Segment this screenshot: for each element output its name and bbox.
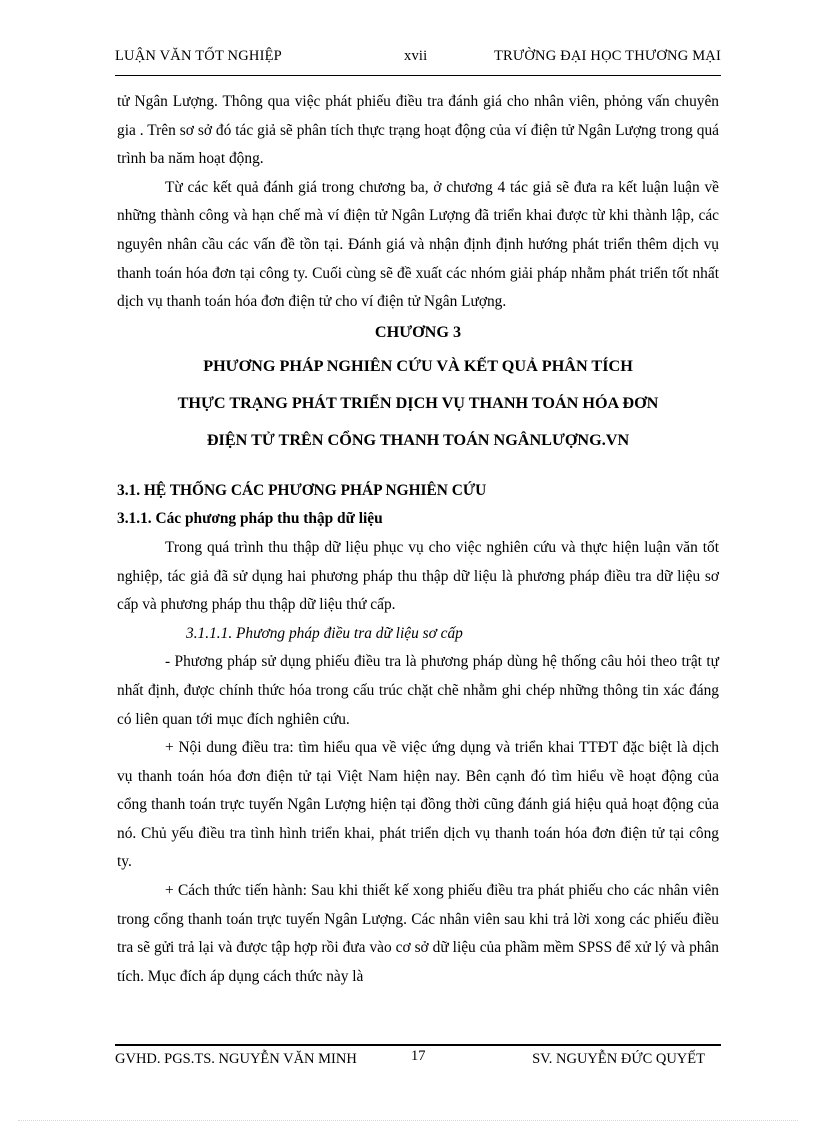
footer-page-number: 17 [411,1048,426,1064]
header-roman-page: xvii [404,48,428,64]
section-heading-3-1: 3.1. HỆ THỐNG CÁC PHƯƠNG PHÁP NGHIÊN CỨU [117,481,487,499]
paragraph-survey-method: - Phương pháp sử dụng phiếu điều tra là phương pháp dùng hệ thống câu hỏi theo trật tự nhất định, được chính thức hóa trong cấu trúc chặt chẽ nhằm ghi chép những thông tin xác đáng có liên quan tới mục đích nghiên cứu. [117,653,719,728]
page-footer [115,1048,721,1070]
footer-supervisor: GVHD. PGS.TS. NGUYỄN VĂN MINH [115,1051,357,1067]
header-university: TRƯỜNG ĐẠI HỌC THƯƠNG MẠI [493,48,721,64]
page-header [115,48,721,70]
chapter-title-line-3: ĐIỆN TỬ TRÊN CỔNG THANH TOÁN NGÂNLƯỢNG.VN [206,430,630,449]
paragraph-data-collection: Trong quá trình thu thập dữ liệu phục vụ cho việc nghiên cứu và thực hiện luận văn tốt nghiệp, tác giả đã sử dụng hai phương pháp thu thập dữ liệu là phương pháp điều tra dữ liệu sơ cấp và phương pháp thu thập dữ liệu thứ cấp. [117,538,719,614]
header-rule [115,75,721,76]
page-body [117,88,719,991]
paragraph-survey-procedure: + Cách thức tiến hành: Sau khi thiết kế xong phiếu điều tra phát phiếu cho các nhân viên trong cổng thanh toán trực tuyến Ngân Lượng. Các nhân viên sau khi trả lời xong các phiếu điều tra sẽ gửi trả lại và được tập hợp rồi đưa vào cơ sở dữ liệu của phầm mềm SPSS để xử lý và phân tích. Mục đích áp dụng cách thức này là [117,882,719,985]
chapter-title-line-1: PHƯƠNG PHÁP NGHIÊN CỨU VÀ KẾT QUẢ PHÂN TÍCH [203,356,633,375]
section-heading-3-1-1: 3.1.1. Các phương pháp thu thập dữ liệu [117,510,383,528]
section-heading-3-1-1-1: 3.1.1.1. Phương pháp điều tra dữ liệu sơ cấp [186,624,463,642]
paragraph-survey-content: + Nội dung điều tra: tìm hiểu qua về việc ứng dụng và triển khai TTĐT đặc biệt là dịch vụ thanh toán hóa đơn điện tử tại Việt Nam hiện nay. Bên cạnh đó tìm hiểu về hoạt động của cổng thanh toán trực tuyến Ngân Lượng hiện tại đồng thời cũng đánh giá hiệu quả hoạt động của nó. Chủ yếu điều tra tình hình triển khai, phát triển dịch vụ thanh toán hóa đơn điện tử tại công ty. [117,739,719,871]
footer-rule [115,1044,721,1046]
footer-student: SV. NGUYỄN ĐỨC QUYẾT [532,1051,705,1067]
page-edge-divider [18,1120,798,1121]
header-thesis-title: LUẬN VĂN TỐT NGHIỆP [115,48,282,64]
chapter-title-line-2: THỰC TRẠNG PHÁT TRIỂN DỊCH VỤ THANH TOÁN HÓA ĐƠN [177,393,659,412]
paragraph-chapter4-summary: Từ các kết quả đánh giá trong chương ba, ở chương 4 tác giả sẽ đưa ra kết luận luận về những thành công và hạn chế mà ví điện tử Ngân Lượng đã triển khai được từ khi thành lập, các nguyên nhân cầu các vấn đề tồn tại. Đánh giá và nhận định định hướng phát triển thêm dịch vụ thanh toán hóa đơn tại công ty. Cuối cùng sẽ đề xuất các nhóm giải pháp nhằm phát triển tốt nhất dịch vụ thanh toán hóa đơn điện tử cho ví điện tử Ngân Lượng. [117,178,719,311]
paragraph-continuation: tử Ngân Lượng. Thông qua việc phát phiếu điều tra đánh giá cho nhân viên, phỏng vấn chuyên gia . Trên sơ sở đó tác giả sẽ phân tích thực trạng hoạt động của ví điện tử Ngân Lượng trong quá trình ba năm hoạt động. [117,93,719,168]
chapter-label: CHƯƠNG 3 [374,322,462,341]
